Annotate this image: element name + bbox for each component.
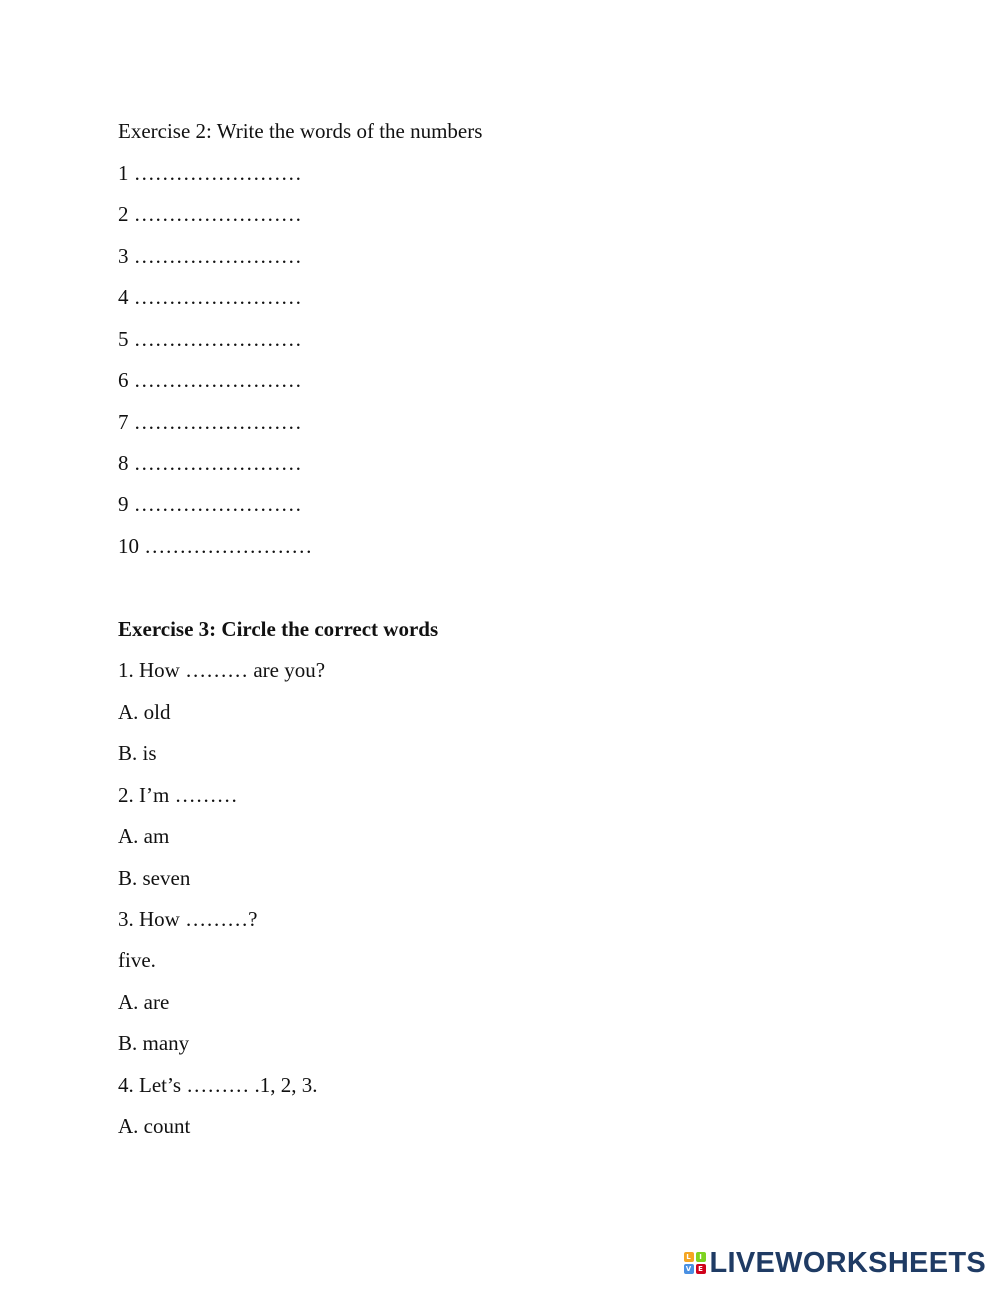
option-4a[interactable]: A. count (118, 1114, 191, 1138)
answer-line-7: 7 …………………… (118, 410, 302, 434)
option-1a[interactable]: A. old (118, 700, 171, 724)
option-3b[interactable]: B. many (118, 1031, 190, 1055)
answer-line-5: 5 …………………… (118, 327, 302, 351)
question-3: 3. How ………? (118, 907, 258, 931)
question-3-continuation: five. (118, 948, 156, 972)
option-1b[interactable]: B. is (118, 741, 157, 765)
option-2b[interactable]: B. seven (118, 866, 191, 890)
logo-icon-tile-v: V (684, 1264, 694, 1274)
question-2: 2. I’m ……… (118, 783, 238, 807)
question-4: 4. Let’s ……… .1, 2, 3. (118, 1073, 318, 1097)
answer-line-9: 9 …………………… (118, 492, 302, 516)
exercise-2-title: Exercise 2: Write the words of the numbers (118, 119, 483, 143)
liveworksheets-logo-text: LIVEWORKSHEETS (709, 1247, 986, 1279)
logo-icon-tile-e: E (696, 1264, 706, 1274)
answer-line-8: 8 …………………… (118, 451, 302, 475)
option-2a[interactable]: A. am (118, 824, 170, 848)
logo-icon-tile-l: L (684, 1252, 694, 1262)
answer-line-3: 3 …………………… (118, 244, 302, 268)
answer-line-10: 10 …………………… (118, 534, 313, 558)
logo-icon-tile-i: I (696, 1252, 706, 1262)
answer-line-4: 4 …………………… (118, 285, 302, 309)
liveworksheets-logo (684, 1248, 987, 1278)
answer-line-1: 1 …………………… (118, 161, 302, 185)
exercise-3-title: Exercise 3: Circle the correct words (118, 617, 439, 641)
question-1: 1. How ……… are you? (118, 658, 326, 682)
answer-line-6: 6 …………………… (118, 368, 302, 392)
liveworksheets-logo-icon (684, 1252, 706, 1274)
answer-line-2: 2 …………………… (118, 202, 302, 226)
option-3a[interactable]: A. are (118, 990, 170, 1014)
